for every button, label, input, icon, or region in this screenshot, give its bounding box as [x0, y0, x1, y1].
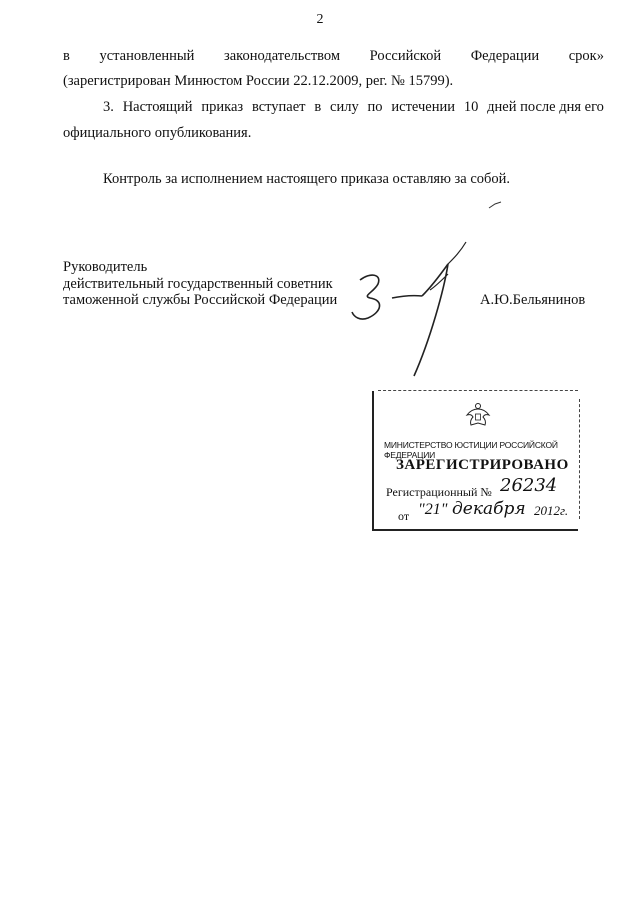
- stamp-border-right: [579, 399, 580, 519]
- body-line-4: официального опубликования.: [63, 125, 252, 141]
- word: истечении: [391, 99, 456, 115]
- word: законодательством: [224, 48, 341, 64]
- word: вступает: [251, 99, 306, 115]
- stamp-status: ЗАРЕГИСТРИРОВАНО: [396, 457, 569, 473]
- stamp-reg-number: 26234: [500, 475, 558, 496]
- coat-of-arms-icon: [464, 401, 492, 429]
- word: в: [314, 99, 322, 115]
- word: срок»: [568, 48, 604, 64]
- word: 3.: [103, 99, 114, 115]
- body-line-3: [103, 99, 604, 116]
- word: приказ: [201, 99, 244, 115]
- word: по: [367, 99, 383, 115]
- signatory-title-line-1: Руководитель: [63, 259, 148, 275]
- word: в: [63, 48, 70, 64]
- word: силу: [330, 99, 359, 115]
- word: дней после дня его: [487, 99, 604, 115]
- signatory-title-line-2: действительный государственный советник: [63, 276, 333, 292]
- page-number: 2: [316, 12, 324, 27]
- word: Федерации: [470, 48, 540, 64]
- stamp-date-day: "21": [418, 501, 448, 518]
- word: установленный: [99, 48, 195, 64]
- stamp-from-label: от: [398, 509, 410, 523]
- word: Российской: [369, 48, 442, 64]
- control-paragraph: Контроль за исполнением настоящего приказа оставляю за собой.: [103, 171, 511, 187]
- body-line-1: [63, 48, 604, 65]
- stamp-date-month: декабря: [452, 499, 526, 519]
- word: 10: [463, 99, 479, 115]
- body-line-2: (зарегистрирован Минюстом России 22.12.2009, рег. № 15799).: [63, 73, 454, 89]
- stamp-reg-label: Регистрационный №: [386, 485, 492, 499]
- stamp-ministry: МИНИСТЕРСТВО ЮСТИЦИИ РОССИЙСКОЙ ФЕДЕРАЦИИ: [384, 440, 558, 460]
- stamp-date-year: 2012г.: [534, 503, 569, 518]
- signatory-name: А.Ю.Бельянинов: [480, 292, 586, 308]
- stamp-border-top: [378, 390, 578, 391]
- word: Настоящий: [122, 99, 193, 115]
- handwritten-signature-icon: [330, 200, 520, 390]
- signatory-title-line-3: таможенной службы Российской Федерации: [63, 292, 338, 308]
- registration-stamp: [372, 391, 578, 531]
